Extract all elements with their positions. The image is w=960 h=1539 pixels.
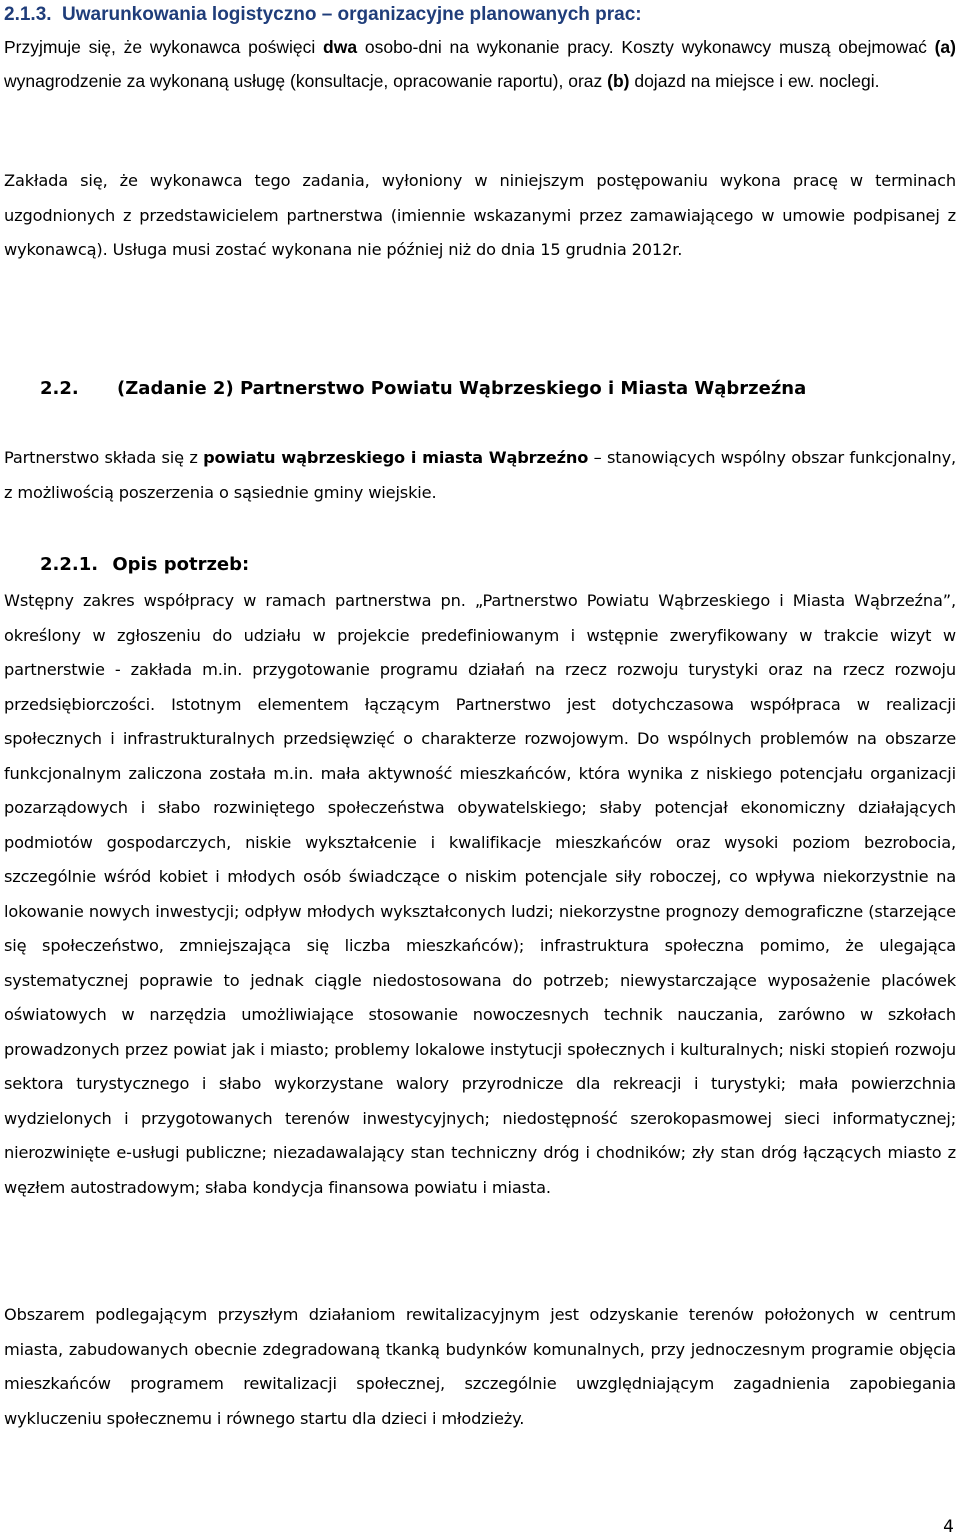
section-2-1-3-number: 2.1.3. [4, 4, 52, 25]
section-2-2-paragraph [4, 441, 956, 510]
section-2-2-title: (Zadanie 2) Partnerstwo Powiatu Wąbrzeskiego i Miasta Wąbrzeźna [117, 378, 807, 399]
bold-text-run: (a) [934, 37, 956, 57]
section-2-2-heading [40, 374, 940, 404]
bold-text-run: dwa [323, 37, 358, 57]
section-2-2-number: 2.2. [40, 378, 79, 399]
text-run: Partnerstwo składa się z [4, 448, 204, 467]
section-2-2-1-number: 2.2.1. [40, 554, 99, 575]
text-run: Przyjmuje się, że wykonawca poświęci [4, 37, 324, 57]
page-number: 4 [943, 1517, 954, 1537]
section-2-2-1-heading [40, 550, 940, 580]
section-2-2-1-title: Opis potrzeb: [112, 554, 250, 575]
section-2-1-3-heading [4, 0, 956, 30]
section-2-1-3-paragraph-1 [4, 30, 956, 98]
text-run: wynagrodzenie za wykonaną usługę (konsultacje, opracowanie raportu), oraz [4, 71, 608, 91]
section-2-1-3-title: Uwarunkowania logistyczno – organizacyjne planowanych prac: [62, 4, 642, 25]
text-run: – stanowiących wspólny obszar funkcjonalny, z możliwością poszerzenia o sąsiednie gminy wiejskie. [4, 448, 957, 502]
section-2-1-3-paragraph-2: Zakłada się, że wykonawca tego zadania, wyłoniony w niniejszym postępowaniu wykona pracę w terminach uzgodnionych z przedstawicielem partnerstwa (imiennie wskazanymi przez zamawiającego w umowie podpisanej z wykonawcą). Usługa musi zostać wykonana nie później niż do dnia 15 grudnia 2012r. [4, 171, 956, 259]
section-2-2-1-paragraph-2: Obszarem podlegającym przyszłym działaniom rewitalizacyjnym jest odzyskanie terenów położonych w centrum miasta, zabudowanych obecnie zdegradowaną tkanką budynków komunalnych, przy jednoczesnym programie objęcia mieszkańców programem rewitalizacji społecznej, szczególnie uwzględniającym zagadnienia zapobiegania wykluczeniu społecznemu i równego startu dla dzieci i młodzieży. [4, 1305, 956, 1428]
bold-text-run: powiatu wąbrzeskiego i miasta Wąbrzeźno [203, 448, 589, 467]
section-2-2-1-paragraph-1: Wstępny zakres współpracy w ramach partnerstwa pn. „Partnerstwo Powiatu Wąbrzeskiego i Miasta Wąbrzeźna”, określony w zgłoszeniu do udziału w projekcie predefiniowanym i wstępnie zweryfikowany w trakcie wizyt w partnerstwie - zakłada m.in. przygotowanie programu działań na rzecz rozwoju turystyki oraz na rzecz rozwoju przedsiębiorczości. Istotnym elementem łączącym Partnerstwo jest dotychczasowa współpraca w realizacji społecznych i infrastrukturalnych przedsięwzięć o charakterze rozwojowym. Do wspólnych problemów na obszarze funkcjonalnym zaliczona została m.in. mała aktywność mieszkańców, która wynika z niskiego potencjału organizacji pozarządowych i słabo rozwiniętego społeczeństwa obywatelskiego; słaby potencjał ekonomiczny działających podmiotów gospodarczych, niskie wykształcenie i kwalifikacje mieszkańców oraz wysoki poziom bezrobocia, szczególnie wśród kobiet i młodych osób świadczące o niskim potencjale siły roboczej, co wpływa niekorzystnie na lokowanie nowych inwestycji; odpływ młodych wykształconych ludzi; niekorzystne prognozy demograficzne (starzejące się społeczeństwo, zmniejszająca się liczba mieszkańców); infrastruktura społeczna pomimo, że ulegająca systematycznej poprawie to jednak ciągle niedostosowana do potrzeb; niewystarczające wyposażenie placówek oświatowych w narzędzia umożliwiające stosowanie nowoczesnych technik nauczania, zarówno w szkołach prowadzonych przez powiat jak i miasto; problemy lokalowe instytucji społecznych i kulturalnych; niski stopień rozwoju sektora turystycznego i słabo wykorzystane walory przyrodnicze dla rekreacji i turystyki; mała powierzchnia wydzielonych i przygotowanych terenów inwestycyjnych; niedostępność szerokopasmowej sieci informatycznej; nierozwinięte e-usługi publiczne; niezadawalający stan techniczny dróg i chodników; zły stan dróg łączących miasto z węzłem autostradowym; słaba kondycja finansowa powiatu i miasta. [4, 591, 956, 1197]
text-run: osobo-dni na wykonanie pracy. Koszty wykonawcy muszą obejmować [357, 37, 935, 57]
bold-text-run: (b) [607, 71, 630, 91]
text-run: dojazd na miejsce i ew. noclegi. [629, 71, 880, 91]
